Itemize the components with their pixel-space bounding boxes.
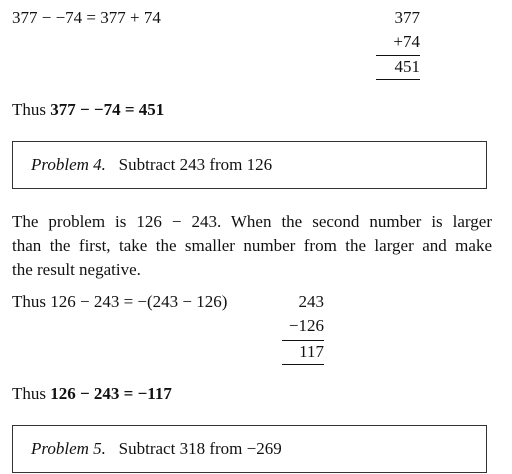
column-2-second: −126 [288, 316, 324, 335]
problem-5-box [12, 425, 487, 473]
paragraph-line-2: than the first, take the smaller number from the larger and make [12, 236, 492, 255]
problem-4-box [12, 141, 487, 189]
thus-line-1 [12, 100, 164, 120]
thus-prefix-1: Thus [12, 100, 51, 119]
problem-5-label: Problem 5. [31, 439, 106, 458]
problem-4-label: Problem 4. [31, 155, 106, 174]
explanation-paragraph [12, 210, 492, 282]
paragraph-line-3: the result negative. [12, 260, 141, 279]
column-2-rule-top [282, 340, 324, 341]
thus-result-2: 126 − 243 = −117 [50, 384, 172, 403]
column-2-top: 243 [298, 292, 324, 311]
column-2-result: 117 [299, 342, 324, 361]
column-1-rule-top [376, 55, 420, 56]
thus-prefix-2: Thus [12, 384, 51, 403]
column-1-result: 451 [394, 57, 420, 76]
problem-5-content [31, 439, 282, 459]
column-1-top: 377 [394, 8, 420, 27]
thus-result-1: 377 − −74 = 451 [50, 100, 165, 119]
problem-5-text: Subtract 318 from −269 [118, 439, 282, 458]
problem-4-text: Subtract 243 from 126 [118, 155, 273, 174]
column-1-rule-bottom [376, 79, 420, 80]
equation-1: 377 − −74 = 377 + 74 [12, 8, 161, 27]
problem-4-content [31, 155, 272, 175]
thus-line-2 [12, 384, 172, 404]
equation-2: Thus 126 − 243 = −(243 − 126) [12, 292, 228, 311]
paragraph-line-1: The problem is 126 − 243. When the second number is larger [12, 212, 492, 231]
column-1-second: +74 [393, 32, 420, 51]
column-2-rule-bottom [282, 364, 324, 365]
